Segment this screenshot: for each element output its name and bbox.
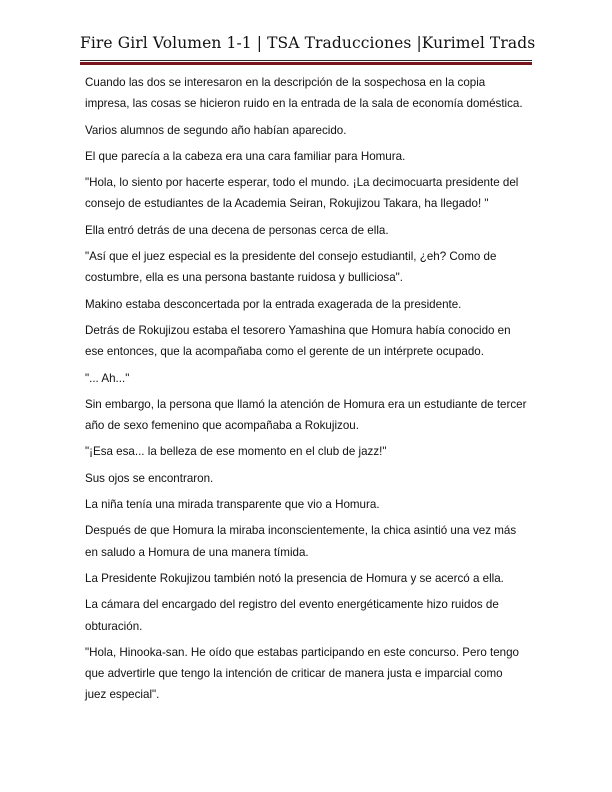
- paragraph: "Así que el juez especial es la presidente del consejo estudiantil, ¿eh? Como de costumbre, ella es una persona bastante ruidosa y bulliciosa".: [85, 250, 497, 285]
- paragraph: La cámara del encargado del registro del evento energéticamente hizo ruidos de obturación.: [85, 598, 499, 633]
- paragraph: El que parecía a la cabeza era una cara familiar para Homura.: [85, 149, 406, 163]
- paragraph: Sin embargo, la persona que llamó la atención de Homura era un estudiante de tercer año de sexo femenino que acompañaba a Rokujizou.: [85, 397, 527, 433]
- paragraph: La niña tenía una mirada transparente que vio a Homura.: [85, 498, 380, 512]
- paragraph: "¡Esa esa... la belleza de ese momento en el club de jazz!": [85, 445, 387, 459]
- paragraph: Después de que Homura la miraba inconscientemente, la chica asintió una vez más en saludo a Homura de una manera tímida.: [85, 524, 517, 559]
- paragraph: Ella entró detrás de una decena de personas cerca de ella.: [85, 223, 389, 237]
- header-rule-accent: [80, 62, 532, 65]
- paragraph: "Hola, lo siento por hacerte esperar, todo el mundo. ¡La decimocuarta presidente del consejo de estudiantes de la Academia Seiran, Rokujizou Takara, ha llegado! ": [85, 176, 519, 211]
- paragraph: La Presidente Rokujizou también notó la presencia de Homura y se acercó a ella.: [85, 571, 504, 585]
- page-header-title: Fire Girl Volumen 1-1 | TSA Traducciones |Kurimel Trads: [80, 34, 536, 52]
- document-body: [85, 72, 527, 711]
- header-rule-thin: [80, 60, 532, 61]
- paragraph: Sus ojos se encontraron.: [85, 471, 214, 485]
- paragraph: Cuando las dos se interesaron en la descripción de la sospechosa en la copia impresa, las cosas se hicieron ruido en la entrada de la sala de economía doméstica.: [85, 76, 523, 111]
- paragraph: Varios alumnos de segundo año habían aparecido.: [85, 123, 347, 137]
- paragraph: "Hola, Hinooka-san. He oído que estabas participando en este concurso. Pero tengo que advertirle que tengo la intención de criticar de manera justa e imparcial como juez especial".: [85, 645, 520, 702]
- paragraph: Makino estaba desconcertada por la entrada exagerada de la presidente.: [85, 297, 462, 311]
- paragraph: Detrás de Rokujizou estaba el tesorero Yamashina que Homura había conocido en ese entonces, que la acompañaba como el gerente de un intérprete ocupado.: [85, 323, 511, 359]
- paragraph: "... Ah...": [85, 371, 130, 385]
